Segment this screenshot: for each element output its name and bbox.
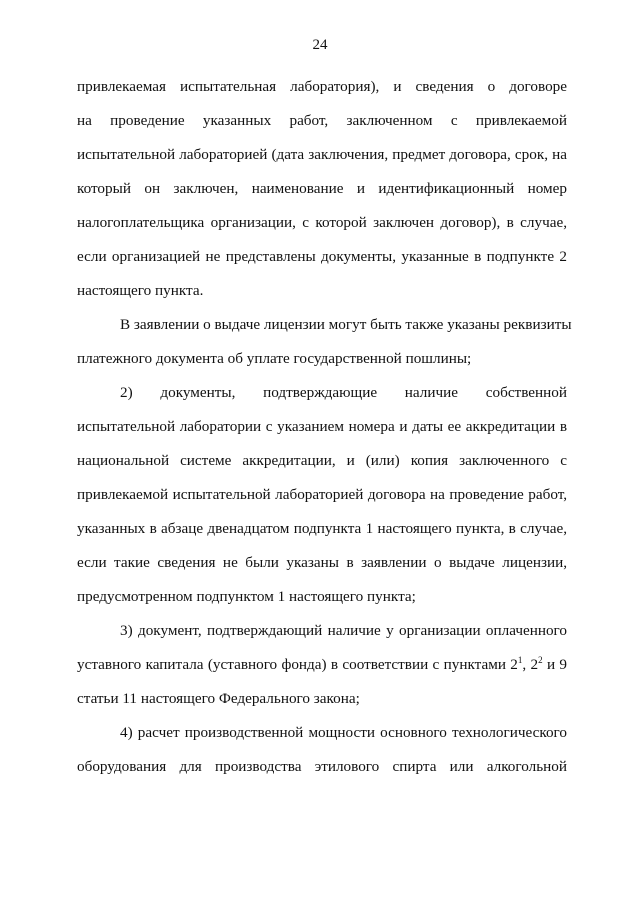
text-line: привлекаемой испытательной лабораторией договора на проведение работ,: [77, 486, 567, 503]
text-line: 3) документ, подтверждающий наличие у организации оплаченного: [120, 622, 567, 639]
paragraph: [77, 376, 567, 614]
text-line: который он заключен, наименование и идентификационный номер: [77, 180, 567, 197]
text-line: налогоплательщика организации, с которой заключен договор), в случае,: [77, 214, 567, 231]
text-fragment: , 2: [522, 656, 539, 673]
paragraph: [77, 614, 567, 716]
text-line: предусмотренном подпунктом 1 настоящего пункта;: [77, 588, 416, 605]
text-line: платежного документа об уплате государственной пошлины;: [77, 350, 472, 367]
paragraph: [77, 716, 567, 784]
text-line: если организацией не представлены документы, указанные в подпункте 2: [77, 248, 567, 265]
text-line: на проведение указанных работ, заключенном с привлекаемой: [77, 112, 567, 129]
text-line: испытательной лаборатории с указанием номера и даты ее аккредитации в: [77, 418, 567, 435]
superscript: 1: [517, 654, 523, 665]
document-text: [77, 70, 572, 784]
text-line: если такие сведения не были указаны в заявлении о выдаче лицензии,: [77, 554, 567, 571]
text-line: [77, 648, 567, 682]
text-line: статьи 11 настоящего Федерального закона;: [77, 690, 360, 707]
superscript: 2: [538, 654, 543, 665]
paragraph: [77, 308, 572, 376]
paragraph: [77, 70, 567, 308]
text-line: привлекаемая испытательная лаборатория), и сведения о договоре: [77, 78, 567, 95]
text-fragment: и 9: [542, 656, 568, 673]
text-line: национальной системе аккредитации, и (или) копия заключенного с: [77, 452, 567, 469]
text-line: 2) документы, подтверждающие наличие собственной: [120, 384, 567, 401]
text-line: настоящего пункта.: [77, 282, 204, 299]
text-line: 4) расчет производственной мощности основного технологического: [120, 724, 567, 741]
text-line: В заявлении о выдаче лицензии могут быть также указаны реквизиты: [120, 316, 572, 333]
text-line: указанных в абзаце двенадцатом подпункта 1 настоящего пункта, в случае,: [77, 520, 567, 537]
page-number: 24: [312, 37, 328, 53]
text-line: испытательной лабораторией (дата заключения, предмет договора, срок, на: [77, 146, 567, 163]
text-fragment: уставного капитала (уставного фонда) в соответствии с пунктами 2: [77, 656, 518, 673]
text-line: оборудования для производства этилового спирта или алкогольной: [77, 758, 567, 775]
